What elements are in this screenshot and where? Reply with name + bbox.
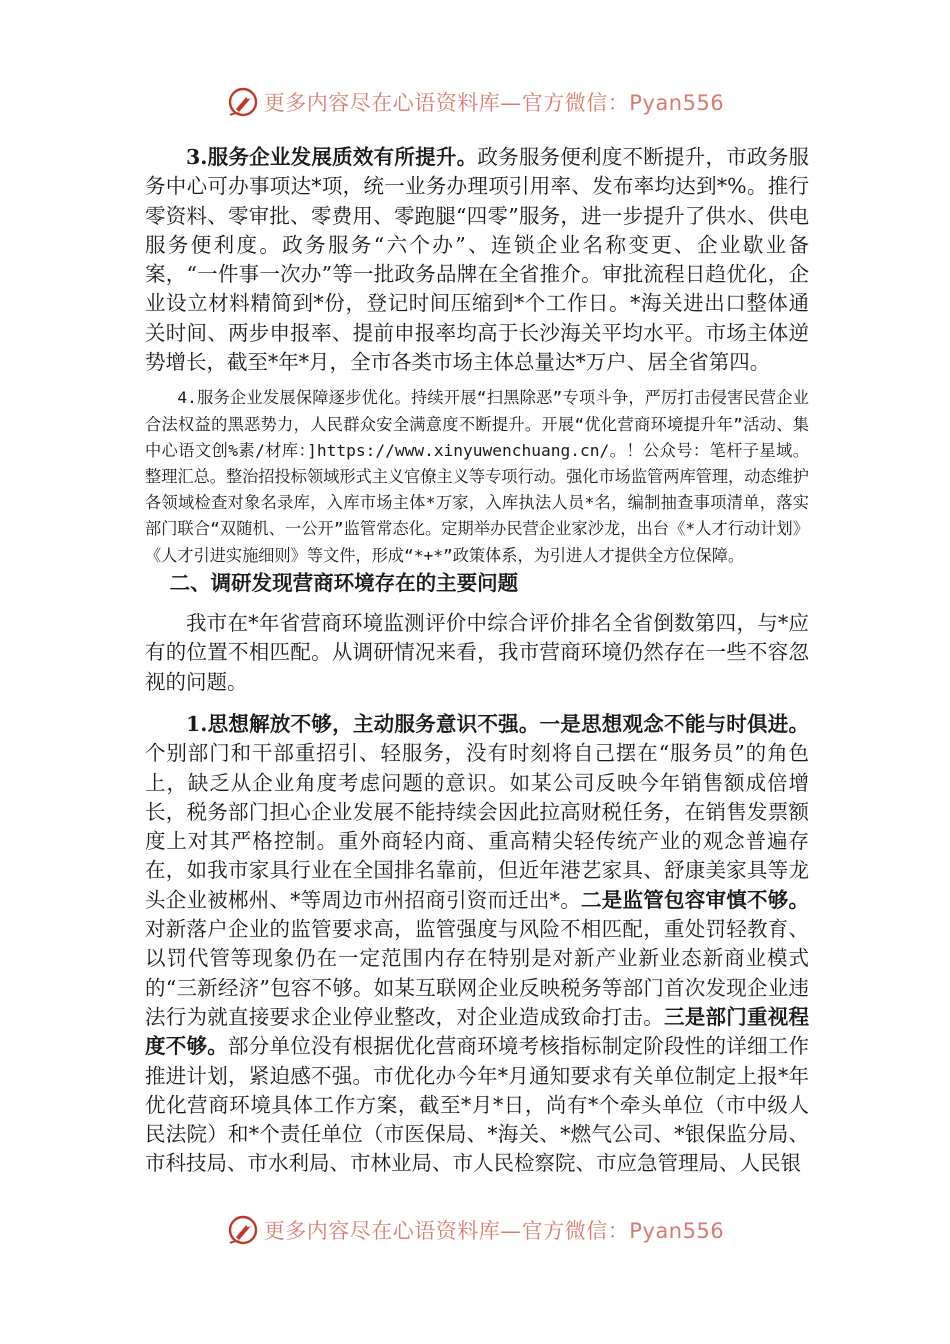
document-body bbox=[145, 143, 809, 1179]
pen-nib-logo-icon bbox=[226, 1213, 260, 1247]
problem-1-lead: 1.思想解放不够，主动服务意识不强。一是思想观念不能与时俱进。 bbox=[186, 711, 809, 736]
section-heading: 二、调研发现营商环境存在的主要问题 bbox=[169, 570, 519, 595]
watermark-banner-bottom bbox=[0, 1210, 950, 1250]
problem-1-subpoint-2: 二是监管包容审慎不够。 bbox=[581, 887, 809, 912]
watermark-text: 更多内容尽在心语资料库—官方微信：Pyan556 bbox=[263, 1219, 725, 1243]
watermark-text: 更多内容尽在心语资料库—官方微信：Pyan556 bbox=[263, 91, 725, 115]
pen-nib-logo-icon bbox=[226, 85, 260, 119]
problem-1-subpoint-3: 三是部门重视程度不够。 bbox=[145, 1004, 810, 1059]
paragraph-problem-1 bbox=[145, 710, 809, 1179]
problem-1-body-3: 部分单位没有根据优化营商环境考核指标制定阶段性的详细工作推进计划，紧迫感不强。市优化办今年*月通知要求有关单位制定上报*年优化营商环境具体工作方案，截至*月*日，尚有*个牵头单位（市中级人民法院）和*个责任单位（市医保局、*海关、*燃气公司、*银保监分局、市科技局、市水利局、市林业局、市人民检察院、市应急管理局、人民银 bbox=[145, 1034, 810, 1176]
problem-1-body-2: 对新落户企业的监管要求高，监管强度与风险不相匹配，重处罚轻教育、以罚代管等现象仍在一定范围内存在特别是对新产业新业态新商业模式的“三新经济”包容不够。如某互联网企业反映税务等部门首次发现企业违法行为就直接要求企业停业整改，对企业造成致命打击。 bbox=[145, 917, 809, 1029]
watermark-banner-top bbox=[0, 82, 950, 122]
problem-1-body-1: 个别部门和干部重招引、轻服务，没有时刻将自己摆在“服务员”的角色上，缺乏从企业角度考虑问题的意识。如某公司反映今年销售额成倍增长，税务部门担心企业发展不能持续会因此拉高财税任务，在销售发票额度上对其严格控制。重外商轻内商、重高精尖轻传统产业的观念普遍存在，如我市家具行业在全国排名靠前，但近年港艺家具、舒康美家具等龙头企业被郴州、*等周边市州招商引资而迁出*。 bbox=[145, 741, 809, 912]
section-3-lead: 3.服务企业发展质效有所提升。 bbox=[186, 145, 478, 169]
section-3-body: 政务服务便利度不断提升，市政务服务中心可办事项达*项，统一业务办理项引用率、发布率均达到*%。推行零资料、零审批、零费用、零跑腿“四零”服务，进一步提升了供水、供电服务便利度。政务服务“六个办”、连锁企业名称变更、企业歇业备案，“一件事一次办”等一批政务品牌在全省推介。审批流程日趋优化，企业设立材料精简到*份，登记时间压缩到*个工作日。*海关进出口整体通关时间、两步申报率、提前申报率均高于长沙海关平均水平。市场主体逆势增长，截至*年*月，全市各类市场主体总量达*万户、居全省第四。 bbox=[145, 145, 809, 375]
paragraph-intro: 我市在*年省营商环境监测评价中综合评价排名全省倒数第四，与*应有的位置不相匹配。从调研情况来看，我市营商环境仍然存在一些不容忽视的问题。 bbox=[145, 611, 809, 694]
paragraph-section-4: 4.服务企业发展保障逐步优化。持续开展“扫黑除恶”专项斗争，严厉打击侵害民营企业合法权益的黑恶势力，人民群众安全满意度不断提升。开展“优化营商环境提升年”活动、集中心语文创%素/材库：]https://www.xinyuwenchuang.cn/。！公众号：笔杆子星域。整理汇总。整治招投标领域形式主义官僚主义等专项行动。强化市场监管两库管理，动态维护各领域检查对象名录库，入库市场主体*万家，入库执法人员*名，编制抽查事项清单，落实部门联合“双随机、一公开”监管常态化。定期举办民营企业家沙龙，出台《*人才行动计划》《人才引进实施细则》等文件，形成“*+*”政策体系，为引进人才提供全方位保障。 bbox=[145, 388, 809, 565]
paragraph-section-3 bbox=[145, 143, 809, 377]
